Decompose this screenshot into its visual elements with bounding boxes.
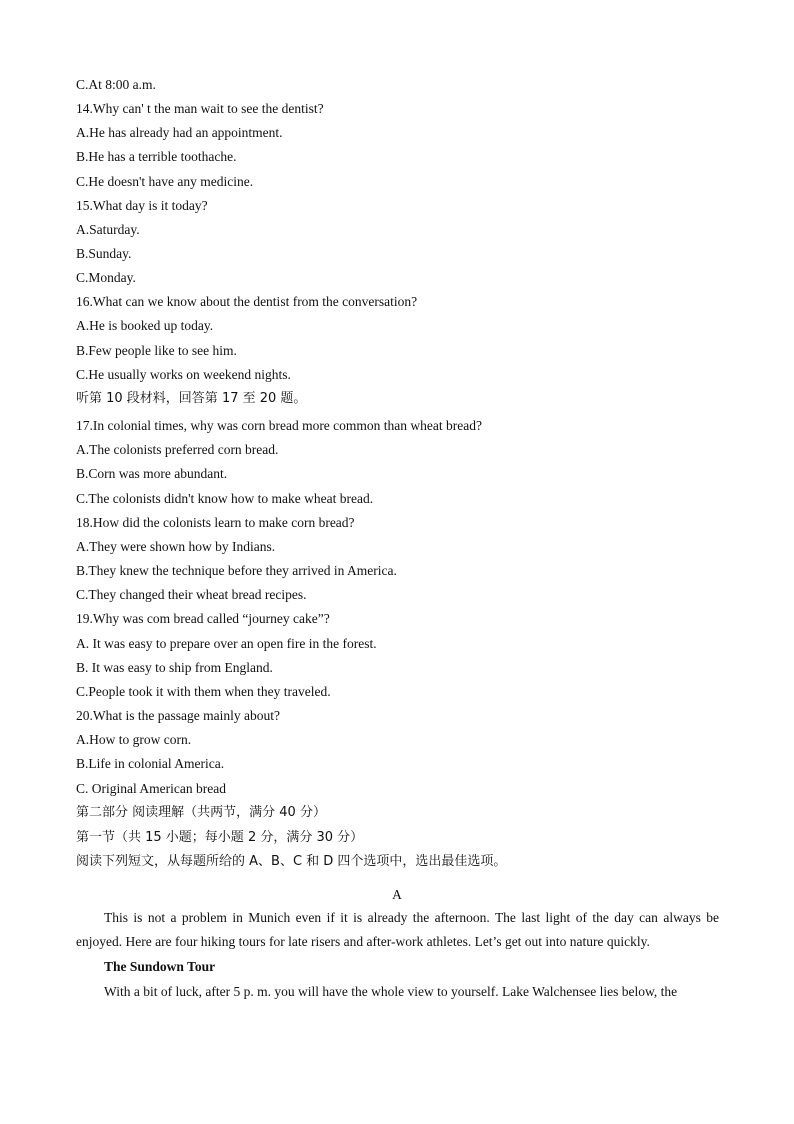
option-16b: B.Few people like to see him. [76, 343, 237, 358]
option-19a: A. It was easy to prepare over an open fire in the forest. [76, 636, 377, 651]
option-16c: C.He usually works on weekend nights. [76, 367, 291, 382]
question-16: 16.What can we know about the dentist from the conversation? [76, 294, 418, 309]
option-19b: B. It was easy to ship from England. [76, 660, 273, 675]
question-19: 19.Why was com bread called “journey cake”? [76, 611, 330, 626]
option-17b: B.Corn was more abundant. [76, 466, 228, 481]
option-20b: B.Life in colonial America. [76, 756, 225, 771]
question-17: 17.In colonial times, why was corn bread more common than wheat bread? [76, 418, 482, 433]
option-16a: A.He is booked up today. [76, 318, 214, 333]
option-19c: C.People took it with them when they traveled. [76, 684, 331, 699]
option-13c: C.At 8:00 a.m. [76, 77, 156, 92]
option-17c: C.The colonists didn't know how to make wheat bread. [76, 491, 374, 506]
option-18a: A.They were shown how by Indians. [76, 539, 276, 554]
option-15c: C.Monday. [76, 270, 136, 285]
option-15b: B.Sunday. [76, 246, 132, 261]
option-14a: A.He has already had an appointment. [76, 125, 283, 140]
passage-heading: The Sundown Tour [104, 959, 216, 974]
option-18c: C.They changed their wheat bread recipes. [76, 587, 307, 602]
section-subsection-title: 第一节（共 15 小题；每小题 2 分，满分 30 分） [76, 830, 364, 845]
question-18: 18.How did the colonists learn to make corn bread? [76, 515, 355, 530]
question-15: 15.What day is it today? [76, 198, 208, 213]
passage-paragraph-2: With a bit of luck, after 5 p. m. you will have the whole view to yourself. Lake Walchensee lies below, the [104, 984, 678, 999]
listening-instruction: 听第 10 段材料，回答第 17 至 20 题。 [76, 391, 307, 406]
option-14c: C.He doesn't have any medicine. [76, 174, 254, 189]
option-20a: A.How to grow corn. [76, 732, 192, 747]
question-14: 14.Why can' t the man wait to see the dentist? [76, 101, 324, 116]
passage-label: A [392, 887, 402, 902]
option-17a: A.The colonists preferred corn bread. [76, 442, 279, 457]
option-20c: C. Original American bread [76, 781, 226, 796]
option-18b: B.They knew the technique before they arrived in America. [76, 563, 397, 578]
section-part-title: 第二部分 阅读理解（共两节，满分 40 分） [76, 805, 326, 820]
section-instructions: 阅读下列短文，从每题所给的 A、B、C 和 D 四个选项中，选出最佳选项。 [76, 854, 507, 869]
passage-paragraph-1: This is not a problem in Munich even if it is already the afternoon. The last light of the day can always be enjoyed. Here are four hiking tours for late risers and after-work athletes. Let’s get out into nature quickly. [76, 910, 719, 950]
question-20: 20.What is the passage mainly about? [76, 708, 280, 723]
option-14b: B.He has a terrible toothache. [76, 149, 237, 164]
option-15a: A.Saturday. [76, 222, 140, 237]
